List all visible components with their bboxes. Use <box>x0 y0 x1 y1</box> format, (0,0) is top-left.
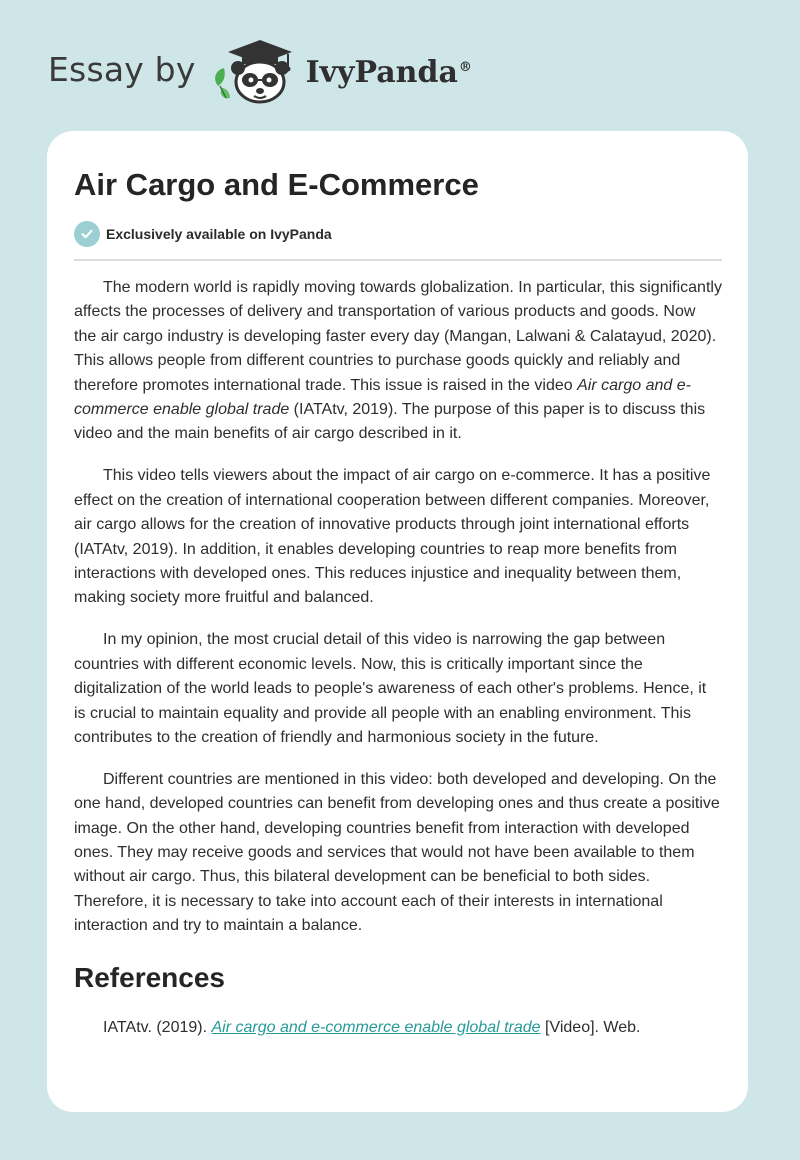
panda-logo-icon[interactable] <box>208 36 300 106</box>
essay-by-label: Essay by <box>48 49 196 89</box>
essay-card <box>47 131 748 1112</box>
divider <box>74 259 722 261</box>
reference-link[interactable]: Air cargo and e-commerce enable global trade <box>211 1018 541 1036</box>
paragraph-1: The modern world is rapidly moving towards globalization. In particular, this significantly affects the processes of delivery and transportation of various products and goods. Now the air cargo industry is developing faster every day (Mangan, Lalwani & Calatayud, 2020). This allows people from different countries to purchase goods quickly and reliably and therefore promotes international trade. This issue is raised in the video Air cargo and e-commerce enable global trade (IATAtv, 2019). The purpose of this paper is to discuss this video and the main benefits of air cargo described in it. <box>74 279 722 443</box>
paragraph-4: Different countries are mentioned in this video: both developed and developing. On the one hand, developed countries can benefit from developing ones and thus create a positive image. On the other hand, developing countries benefit from interaction with developed ones. They may receive goods and services that would not have been available to them without air cargo. Thus, this bilateral development can be beneficial to both sides. Therefore, it is necessary to take into account each of their interests in international interaction and try to maintain a balance. <box>74 770 720 935</box>
paragraph-3: In my opinion, the most crucial detail of this video is narrowing the gap between countries with different economic levels. Now, this is critically important since the digitalization of the world leads to people's awareness of each other's problems. Hence, it is crucial to maintain equality and provide all people with an enabling environment. This contributes to the creation of friendly and harmonious society in the future. <box>74 631 707 746</box>
reference-item: IATAtv. (2019). Air cargo and e-commerce enable global trade [Video]. Web. <box>103 1018 641 1036</box>
essay-body <box>74 276 722 939</box>
brand-name[interactable]: IvyPanda® <box>305 54 472 90</box>
site-header <box>48 36 472 106</box>
exclusive-badge <box>74 221 722 247</box>
check-icon <box>74 221 100 247</box>
page-title: Air Cargo and E-Commerce <box>74 167 479 202</box>
exclusive-label: Exclusively available on IvyPanda <box>106 226 332 242</box>
references-heading: References <box>74 961 225 993</box>
paragraph-2: This video tells viewers about the impact of air cargo on e-commerce. It has a positive effect on the creation of international cooperation between different companies. Moreover, air cargo allows for the creation of innovative products through joint international efforts (IATAtv, 2019). In addition, it enables developing countries to reap more benefits from interactions with developed ones. This reduces injustice and inequality between them, making society more fruitful and balanced. <box>74 467 711 607</box>
